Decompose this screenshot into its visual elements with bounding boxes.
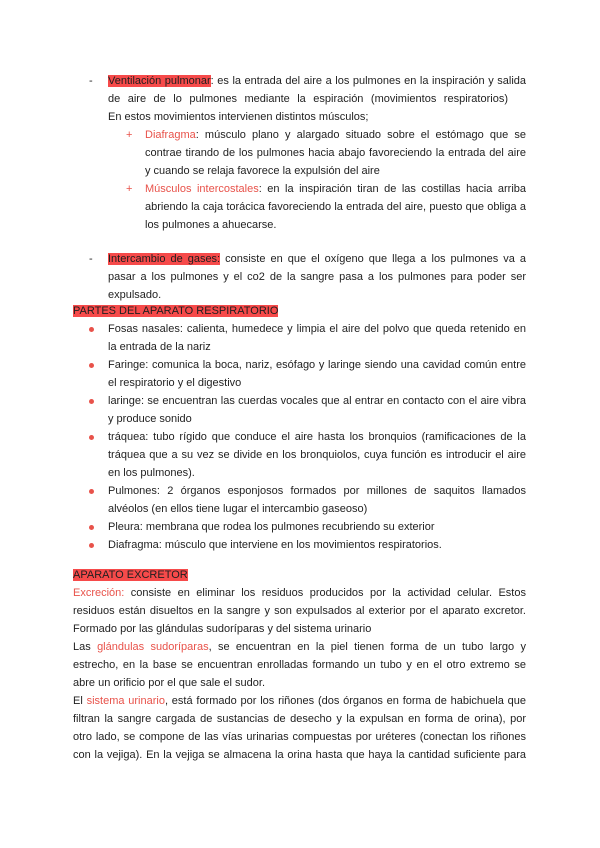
bullet-dot: [89, 327, 94, 332]
bullet-dot: [89, 399, 94, 404]
paragraph-line: filtran la sangre cargada de sustancias de desecho y la expulsan en forma de orina), por: [73, 713, 526, 725]
paragraph-line: residuos están disueltos en la sangre y son expulsados al exterior por el aparato excretor.: [73, 605, 526, 617]
list-item: laringe: se encuentran las cuerdas vocales que al entrar en contacto con el aire vibra: [108, 395, 526, 407]
list-item: Diafragma: músculo que interviene en los movimientos respiratorios.: [108, 539, 442, 551]
list-item: Pleura: membrana que rodea los pulmones recubriendo su exterior: [108, 521, 435, 533]
paragraph-line: Intercambio de gases: consiste en que el oxígeno que llega a los pulmones va a: [108, 253, 526, 265]
paragraph-line: abriendo la caja torácica favoreciendo la entrada del aire, puesto que obliga a: [145, 201, 526, 213]
list-dash: -: [89, 253, 93, 265]
bullet-dot: [89, 489, 94, 494]
term-ventilacion: Ventilación pulmonar: [108, 75, 211, 87]
paragraph-line: los pulmones a ahuecarse.: [145, 219, 277, 231]
paragraph-line: Ventilación pulmonar: es la entrada del aire a los pulmones en la inspiración y salida: [108, 75, 527, 87]
bullet-dot: [89, 543, 94, 548]
list-item: la entrada de la nariz: [108, 341, 211, 353]
term-intercambio: Intercambio de gases:: [108, 253, 221, 265]
paragraph-line: pasar a los pulmones y el co2 de la sangre pasa a los pulmones para poder ser: [108, 271, 526, 283]
paragraph-line: y cuando se relaja favorece la expulsión del aire: [145, 165, 380, 177]
term-excrecion: Excreción:: [73, 587, 125, 599]
list-item: el respiratorio y el digestivo: [108, 377, 242, 389]
paragraph-line: En estos movimientos intervienen distintos músculos;: [108, 111, 369, 123]
list-dash: -: [89, 75, 93, 87]
term-musculos-intercostales: Músculos intercostales: [145, 183, 259, 195]
list-item: alvéolos (en ellos tiene lugar el intercambio gaseoso): [108, 503, 368, 515]
term-sistema-urinario: sistema urinario: [86, 695, 165, 707]
paragraph-line: El sistema urinario, está formado por los riñones (dos órganos en forma de habichuela que: [73, 695, 526, 707]
list-item: Faringe: comunica la boca, nariz, esófago y laringe siendo una cavidad común entre: [108, 359, 526, 371]
paragraph-line: Las glándulas sudoríparas, se encuentran en la piel tienen forma de un tubo largo y: [73, 641, 526, 653]
bullet-dot: [89, 363, 94, 368]
list-item: tráquea que a su vez se divide en los bronquiolos, cuya función es introducir el aire: [108, 449, 526, 461]
paragraph-line: expulsado.: [108, 289, 162, 301]
section-heading: PARTES DEL APARATO RESPIRATORIO: [73, 305, 279, 317]
bullet-dot: [89, 435, 94, 440]
paragraph-line: otro lado, se compone de las vías urinarias compuestas por uréteres (conectan los riñones: [73, 731, 526, 743]
paragraph-line: con la vejiga). En la vejiga se almacena la orina hasta que haya la cantidad suficiente para: [73, 749, 526, 761]
list-item: Fosas nasales: calienta, humedece y limpia el aire del polvo que queda retenido en: [108, 323, 526, 335]
paragraph-line: contrae tirando de los pulmones hacia abajo favoreciendo la entrada del aire: [145, 147, 526, 159]
paragraph-line: Excreción: consiste en eliminar los residuos producidos por la actividad celular. Estos: [73, 587, 526, 599]
list-item: tráquea: tubo rígido que conduce el aire hasta los bronquios (ramificaciones de la: [108, 431, 526, 443]
paragraph-line: Formado por las glándulas sudoríparas y del sistema urinario: [73, 623, 372, 635]
paragraph-line: Diafragma: músculo plano y alargado situado sobre el estómago que se: [145, 129, 526, 141]
list-item: y produce sonido: [108, 413, 192, 425]
section-heading: APARATO EXCRETOR: [73, 569, 188, 581]
paragraph-line: de aire de lo pulmones mediante la espiración (movimientos respiratorios): [108, 93, 508, 105]
list-item: en los pulmones).: [108, 467, 195, 479]
paragraph-line: Músculos intercostales: en la inspiración tiran de las costillas hacia arriba: [145, 183, 526, 195]
sub-bullet-plus: +: [126, 183, 133, 195]
paragraph-line: estrecho, en la base se encuentran enrolladas formando un tubo y en el otro extremo se: [73, 659, 526, 671]
bullet-dot: [89, 525, 94, 530]
paragraph-line: abre un orificio por el que sale el sudor.: [73, 677, 266, 689]
sub-bullet-plus: +: [126, 129, 133, 141]
list-item: Pulmones: 2 órganos esponjosos formados por millones de saquitos llamados: [108, 485, 526, 497]
term-diafragma: Diafragma: [145, 129, 196, 141]
term-glandulas: glándulas sudoríparas: [97, 641, 209, 653]
